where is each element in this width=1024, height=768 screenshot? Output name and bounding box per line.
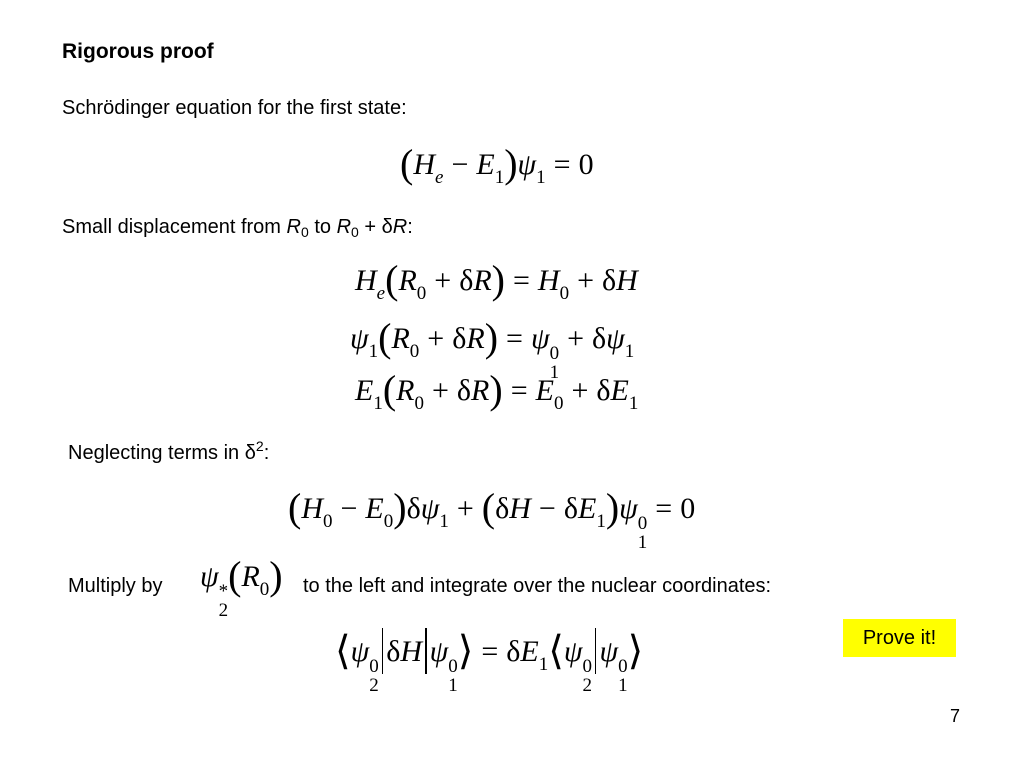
wavefunction-expansion: $\psi_1(R_0 + \delta R) = \psi$ 0 1 + $\delta\psi_1$ xyxy=(350,315,635,383)
multiply-text-after: to the left and integrate over the nuclear coordinates: xyxy=(303,575,772,597)
intro-text: Schrödinger equation for the first state: xyxy=(62,97,407,119)
multiplier-expression: ψ * 2 $(R_0)$ xyxy=(200,553,283,621)
energy-expansion: $E_1(R_0 + \delta R) = E_0 + \delta E_1$ xyxy=(355,367,639,414)
multiply-text-before: Multiply by xyxy=(68,575,163,597)
displacement-text: Small displacement from $R_0$ to $R_0 + \delta R$: xyxy=(62,216,413,240)
schrodinger-equation: $(H_e - E_1)\psi_1 = 0$ xyxy=(400,141,594,188)
matrix-element-equation: ⟨ψ 0 2 δH ψ 0 1 ⟩ = $\delta E_1⟨\psi$ 0 2 ψ 0 1 ⟩ xyxy=(335,628,644,696)
prove-it-callout: Prove it! xyxy=(843,619,956,657)
first-order-equation: $(H_0 - E_0)\delta\psi_1 + (\delta H - \delta E_1)\psi$ 0 1 = 0 xyxy=(288,485,696,553)
hamiltonian-expansion: $H_e(R_0 + \delta R) = H_0 + \delta H$ xyxy=(355,257,638,304)
neglect-text: Neglecting terms in $\delta^2$: xyxy=(68,438,270,464)
slide-title: Rigorous proof xyxy=(62,40,214,63)
page-number: 7 xyxy=(950,706,961,726)
